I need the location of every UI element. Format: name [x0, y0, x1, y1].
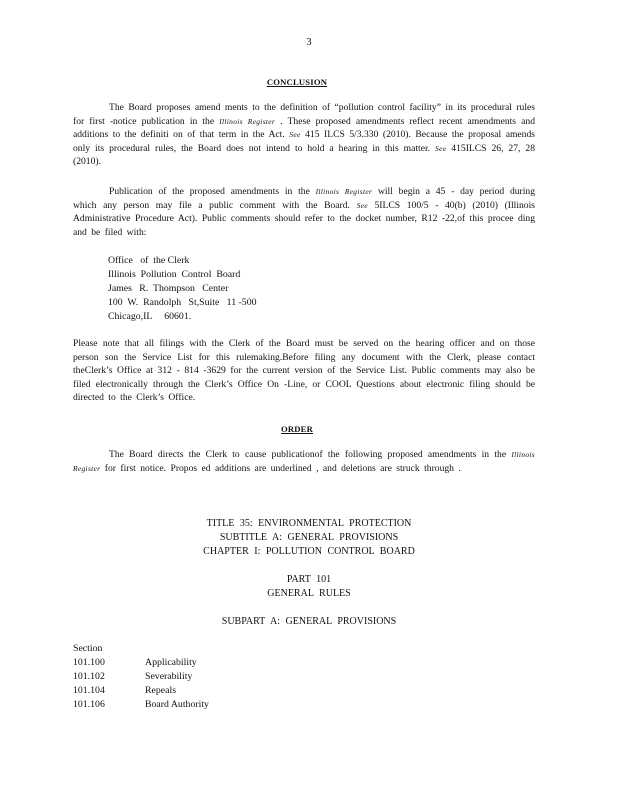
conclusion-paragraph-2: Publication of the proposed amendments in the Illinois Register will begin a 45 - day period during which any person may file a public comment with the Board. See 5ILCS 100/5 - 40(b) (2010) (Illinois Administrative Procedure Act). Public comments should refer to the docket number, R12 -22,of this procee ding and be filed with: — [73, 186, 535, 238]
list-item — [73, 670, 209, 684]
clerk-address — [108, 254, 257, 324]
address-line: James R. Thompson Center — [108, 282, 229, 294]
section-number: 101.102 — [73, 671, 105, 682]
subpart-line: SUBPART A: GENERAL PROVISIONS — [221, 616, 397, 627]
section-name: Applicability — [145, 657, 197, 668]
address-line: 100 W. Randolph St,Suite 11 -500 — [108, 296, 257, 308]
address-line: Office of the Clerk — [108, 255, 190, 266]
filing-note-paragraph: Please note that all filings with the Clerk of the Board must be served on the hearing officer and on those person son the Service List for this rulemaking.Before filing any document with the Clerk, please contact theClerk’s Office at 312 - 814 -3629 for the current version of the Service List. Public comments may also be filed electronically through the Clerk’s Office On -Line, or COOL Questions about electronic filing should be directed to the Clerk’s Office. — [73, 338, 535, 404]
title-block — [0, 517, 618, 559]
section-name: Repeals — [145, 685, 177, 696]
part-line: PART 101 — [286, 574, 332, 585]
section-name: Board Authority — [145, 699, 209, 710]
order-paragraph: The Board directs the Clerk to cause publicationof the following proposed amendments in the Illinois Register for first notice. Propos ed additions are underlined , and deletions are struck through . — [73, 449, 535, 474]
part-name-line: GENERAL RULES — [267, 588, 351, 599]
order-heading: ORDER — [280, 424, 314, 434]
address-line: Chicago,IL 60601. — [108, 310, 192, 322]
address-line: Illinois Pollution Control Board — [108, 268, 241, 280]
section-name: Severability — [145, 671, 193, 682]
section-number: 101.106 — [73, 699, 105, 710]
subtitle-line: SUBTITLE A: GENERAL PROVISIONS — [219, 532, 399, 543]
title-line: TITLE 35: ENVIRONMENTAL PROTECTION — [206, 518, 412, 529]
section-number: 101.100 — [73, 657, 105, 668]
section-list — [73, 642, 209, 712]
page-number: 3 — [306, 37, 312, 48]
chapter-line: CHAPTER I: POLLUTION CONTROL BOARD — [203, 546, 415, 557]
part-block — [0, 573, 618, 601]
conclusion-paragraph-1: The Board proposes amend ments to the definition of “pollution control facility” in its procedural rules for first -notice publication in the Illinois Register . These proposed amendments reflect recent amendments and additions to the definiti on of that term in the Act. See 415 ILCS 5/3.330 (2010). Because the proposal amends only its procedural rules, the Board does not intend to hold a hearing in this matter. See 415ILCS 26, 27, 28 (2010). — [73, 102, 536, 168]
list-item — [73, 656, 209, 670]
conclusion-heading: CONCLUSION — [266, 77, 328, 87]
list-item — [73, 698, 209, 712]
section-number: 101.104 — [73, 685, 105, 696]
list-item — [73, 684, 209, 698]
section-header: Section — [73, 643, 103, 654]
